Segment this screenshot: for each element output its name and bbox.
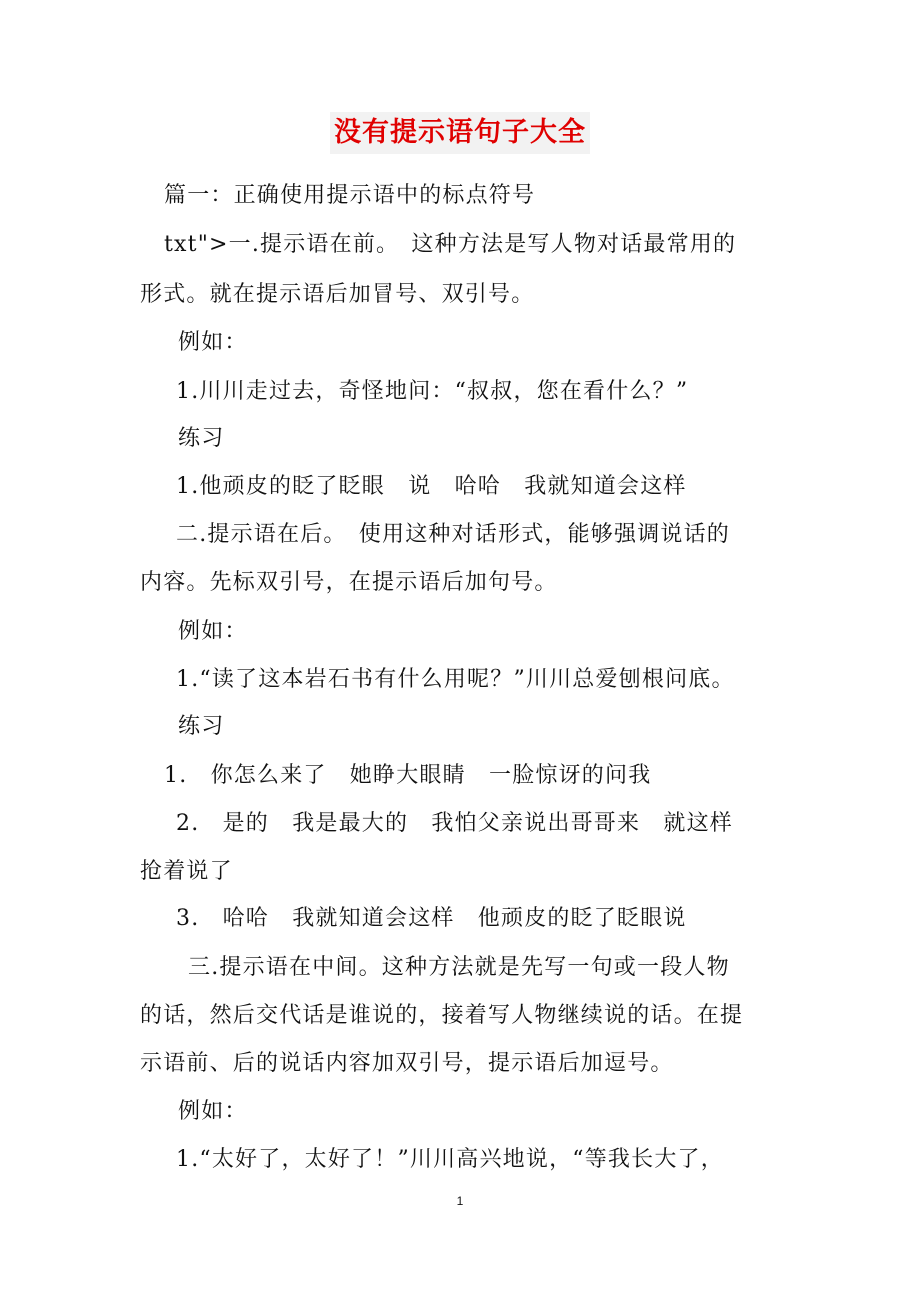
paragraph-line: 二.提示语在后。 使用这种对话形式，能够强调说话的 (176, 522, 730, 547)
exercise-label: 练习 (178, 426, 225, 451)
example-label: 例如： (178, 1099, 248, 1124)
paragraph-line: 示语前、后的说话内容加双引号，提示语后加逗号。 (140, 1051, 674, 1076)
example-label: 例如： (178, 619, 248, 644)
paragraph-line: 形式。就在提示语后加冒号、双引号。 (140, 282, 535, 307)
title-container (0, 112, 920, 154)
exercise-line: 1. 你怎么来了 她睁大眼睛 一脸惊讶的问我 (164, 763, 652, 788)
example-label: 例如： (178, 330, 248, 355)
paragraph-line: 三.提示语在中间。这种方法就是先写一句或一段人物 (188, 955, 730, 980)
example-line: 1.“读了这本岩石书有什么用呢？”川川总爱刨根问底。 (176, 667, 735, 692)
page-number: 1 (456, 1194, 464, 1208)
example-line: 1.“太好了，太好了！”川川高兴地说，“等我长大了， (176, 1147, 724, 1172)
exercise-line: 1.他顽皮的眨了眨眼 说 哈哈 我就知道会这样 (176, 474, 687, 499)
paragraph-line: 的话，然后交代话是谁说的，接着写人物继续说的话。在提 (140, 1003, 744, 1028)
section-heading: 篇一：正确使用提示语中的标点符号 (164, 183, 536, 208)
document-title: 没有提示语句子大全 (330, 112, 590, 154)
exercise-line: 2. 是的 我是最大的 我怕父亲说出哥哥来 就这样 (176, 811, 733, 836)
paragraph-line: 内容。先标双引号，在提示语后加句号。 (140, 570, 558, 595)
exercise-line: 抢着说了 (140, 859, 233, 884)
example-line: 1.川川走过去，奇怪地问：“叔叔，您在看什么？” (176, 379, 689, 404)
exercise-label: 练习 (178, 714, 225, 739)
paragraph-line: txt">一.提示语在前。 这种方法是写人物对话最常用的 (164, 232, 737, 257)
exercise-line: 3. 哈哈 我就知道会这样 他顽皮的眨了眨眼说 (176, 906, 687, 931)
